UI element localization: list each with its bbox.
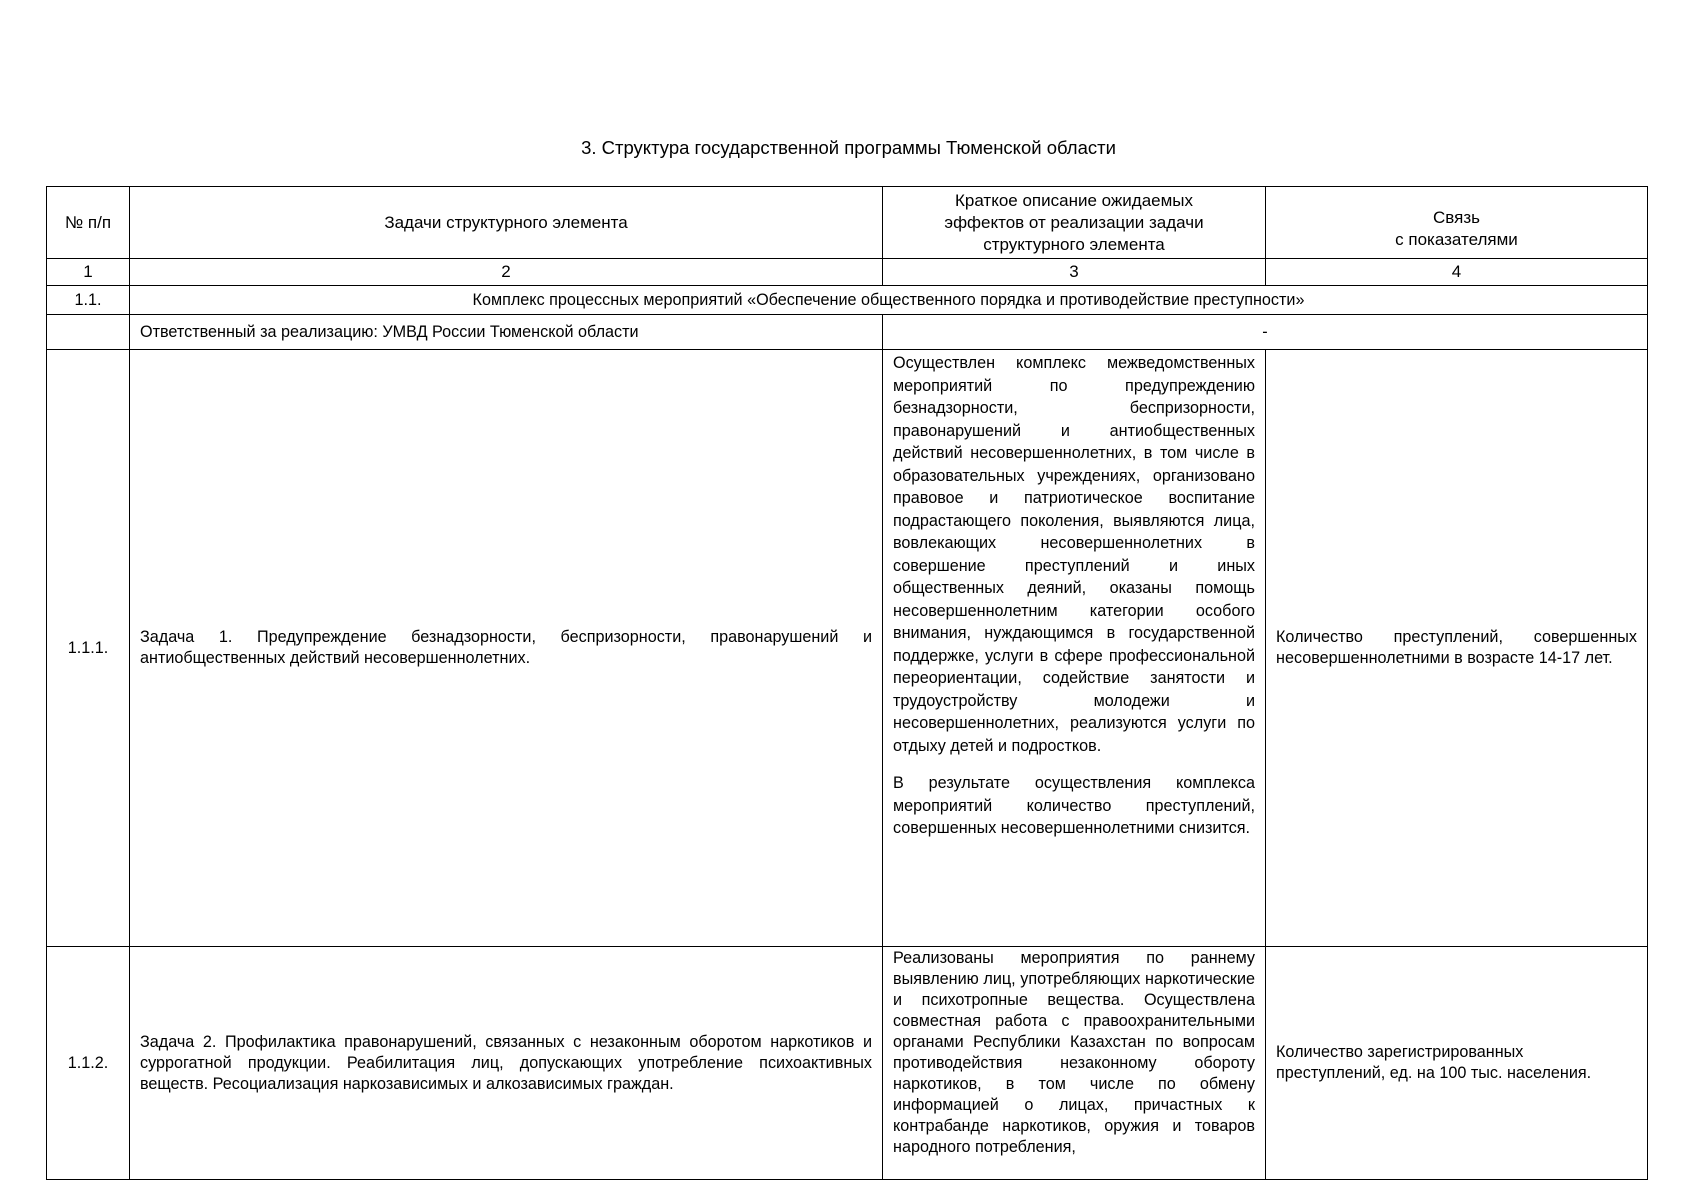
header-tasks: Задачи структурного элемента bbox=[130, 187, 883, 259]
section-title: Комплекс процессных мероприятий «Обеспечение общественного порядка и противодействие преступности» bbox=[130, 286, 1648, 315]
column-number: 2 bbox=[130, 259, 883, 286]
column-number: 4 bbox=[1266, 259, 1648, 286]
task-description: Задача 2. Профилактика правонарушений, связанных с незаконным оборотом наркотиков и суррогатной продукции. Реабилитация лиц, допускающих употребление психоактивных веществ. Ресоциализация наркозависимых и алкозависимых граждан. bbox=[130, 947, 883, 1180]
column-number: 1 bbox=[47, 259, 130, 286]
header-effects: Краткое описание ожидаемых эффектов от реализации задачи структурного элемента bbox=[883, 187, 1266, 259]
effect-paragraph: Реализованы мероприятия по раннему выявлению лиц, употребляющих наркотические и психотропные вещества. Осуществлена совместная работа с правоохранительными органами Республики Казахстан по вопросам противодействия незаконному обороту наркотиков, в том числе по обмену информацией о лицах, причастных к контрабанде наркотиков, оружия и товаров народного потребления, bbox=[893, 949, 1255, 1156]
task-description: Задача 1. Предупреждение безнадзорности, беспризорности, правонарушений и антиобщественных действий несовершеннолетних. bbox=[130, 350, 883, 947]
column-number: 3 bbox=[883, 259, 1266, 286]
row-number: 1.1.2. bbox=[47, 947, 130, 1180]
structure-table bbox=[46, 186, 1648, 1180]
responsible-value: - bbox=[883, 315, 1648, 350]
column-number-row bbox=[47, 259, 1648, 286]
indicator-text: Количество преступлений, совершенных несовершеннолетними в возрасте 14-17 лет. bbox=[1266, 350, 1648, 947]
table-row bbox=[47, 350, 1648, 947]
header-link: Связь с показателями bbox=[1266, 187, 1648, 259]
header-num: № п/п bbox=[47, 187, 130, 259]
row-number: 1.1.1. bbox=[47, 350, 130, 947]
responsible-text: Ответственный за реализацию: УМВД России Тюменской области bbox=[130, 315, 883, 350]
responsible-row bbox=[47, 315, 1648, 350]
empty-cell bbox=[47, 315, 130, 350]
section-number: 1.1. bbox=[47, 286, 130, 315]
section-row bbox=[47, 286, 1648, 315]
effect-paragraph: Осуществлен комплекс межведомственных мероприятий по предупреждению безнадзорности, беспризорности, правонарушений и антиобщественных действий несовершеннолетних, в том числе в образовательных учреждениях, организовано правовое и патриотическое воспитание подрастающего поколения, выявляются лица, вовлекающих несовершеннолетних в совершение преступлений и иных общественных деяний, оказаны помощь несовершеннолетним категории особого внимания, нуждающимся в государственной поддержке, услуги в сфере профессиональной переориентации, содействие занятости и трудоустройству молодежи и несовершеннолетних, реализуются услуги по отдыху детей и подростков. bbox=[893, 354, 1255, 755]
effect-description bbox=[883, 947, 1266, 1180]
page-title: 3. Структура государственной программы Тюменской области bbox=[581, 137, 1116, 158]
table-row bbox=[47, 947, 1648, 1180]
indicator-text: Количество зарегистрированных преступлений, ед. на 100 тыс. населения. bbox=[1266, 947, 1648, 1180]
effect-description bbox=[883, 350, 1266, 947]
header-row bbox=[47, 187, 1648, 259]
effect-paragraph: В результате осуществления комплекса мероприятий количество преступлений, совершенных несовершеннолетними снизится. bbox=[893, 774, 1255, 837]
